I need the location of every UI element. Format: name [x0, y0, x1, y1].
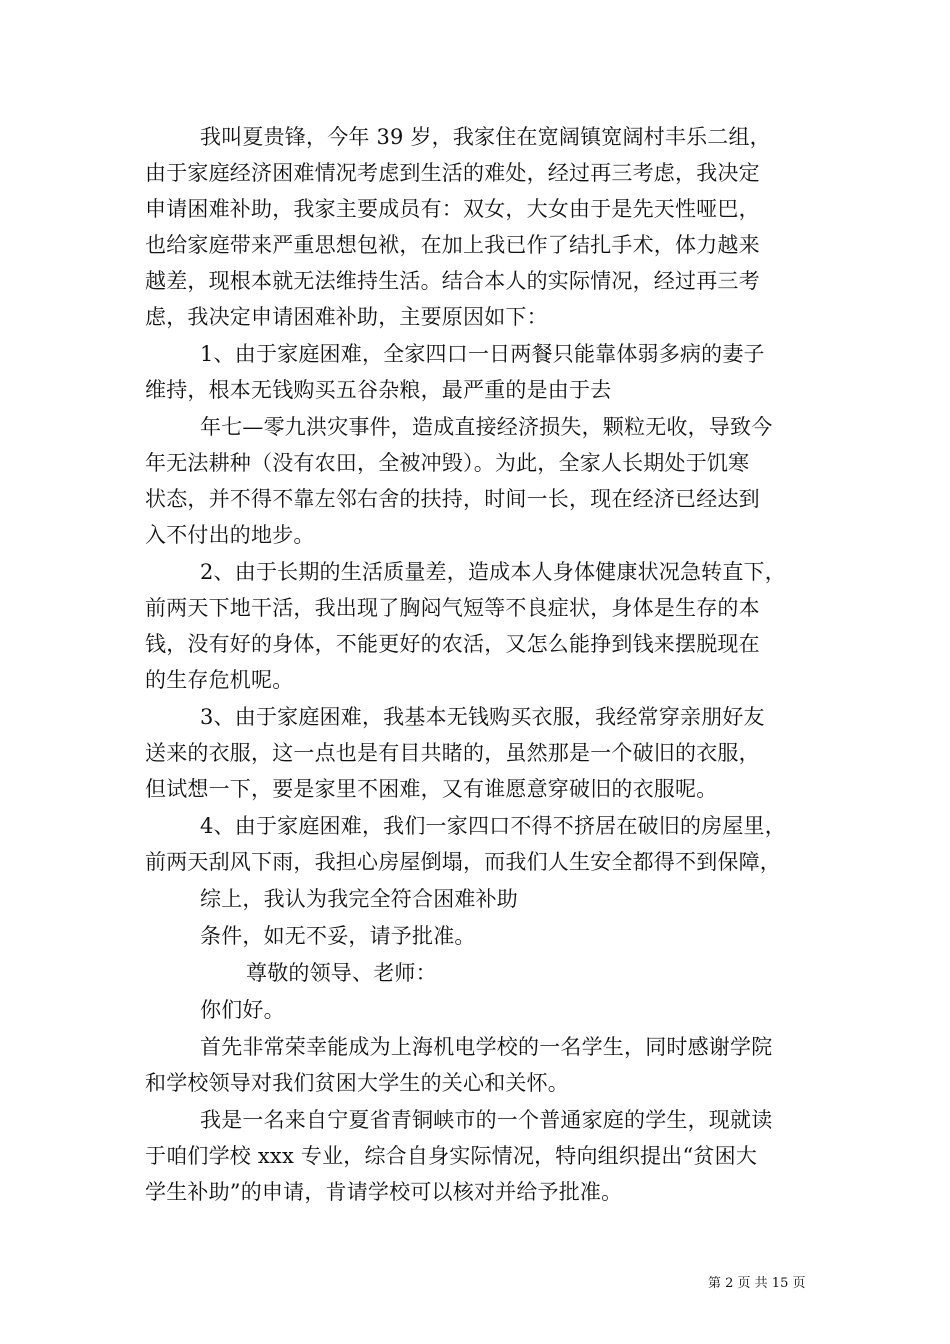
paragraph-line: 的生存危机呢。: [145, 668, 294, 692]
paragraph-line: 学生补助”的申请，肯请学校可以核对并给予批准。: [145, 1180, 623, 1204]
paragraph-line: 年无法耕种（没有农田，全被冲毁）。为此，全家人长期处于饥寒: [145, 451, 750, 475]
paragraph-line: 条件，如无不妥，请予批准。: [200, 924, 476, 948]
paragraph-line: 3、由于家庭困难，我基本无钱购买衣服，我经常穿亲朋好友: [200, 705, 765, 729]
paragraph-line: 入不付出的地步。: [145, 523, 315, 547]
paragraph-line: 年七—零九洪灾事件，造成直接经济损失，颗粒无收，导致今: [200, 415, 773, 439]
paragraph-line: 前两天刮风下雨，我担心房屋倒塌，而我们人生安全都得不到保障，: [145, 850, 781, 874]
paragraph-line: 但试想一下，要是家里不困难，又有谁愿意穿破旧的衣服呢。: [145, 777, 718, 801]
paragraph-line: 申请困难补助，我家主要成员有：双女，大女由于是先天性哑巴，: [145, 197, 760, 221]
paragraph-line: 2、由于长期的生活质量差，造成本人身体健康状况急转直下，: [200, 560, 786, 584]
paragraph-line: 由于家庭经济困难情况考虑到生活的难处，经过再三考虑，我决定: [145, 161, 760, 185]
paragraph-line: 4、由于家庭困难，我们一家四口不得不挤居在破旧的房屋里，: [200, 814, 786, 838]
paragraph-line: 和学校领导对我们贫困大学生的关心和关怀。: [145, 1071, 569, 1095]
paragraph-line: 综上，我认为我完全符合困难补助: [200, 887, 518, 911]
paragraph-line: 也给家庭带来严重思想包袱，在加上我已作了结扎手术，体力越来: [145, 233, 760, 257]
paragraph-line: 前两天下地干活，我出现了胸闷气短等不良症状，身体是生存的本: [145, 596, 760, 620]
paragraph-line: 越差，现根本就无法维持生活。结合本人的实际情况，经过再三考: [145, 269, 760, 293]
paragraph-line: 我是一名来自宁夏省青铜峡市的一个普通家庭的学生，现就读: [200, 1108, 773, 1132]
paragraph-line: 钱，没有好的身体，不能更好的农活，又怎么能挣到钱来摆脱现在: [145, 632, 760, 656]
greeting-line: 你们好。: [200, 998, 285, 1022]
paragraph-line: 送来的衣服，这一点也是有目共睹的，虽然那是一个破旧的衣服，: [145, 741, 760, 765]
page-number-footer: 第 2 页 共 15 页: [708, 1276, 806, 1291]
paragraph-line: 1、由于家庭困难，全家四口一日两餐只能靠体弱多病的妻子: [200, 342, 765, 366]
paragraph-line: 首先非常荣幸能成为上海机电学校的一名学生，同时感谢学院: [200, 1035, 773, 1059]
paragraph-line: 状态，并不得不靠左邻右舍的扶持，时间一长，现在经济已经达到: [145, 487, 760, 511]
salutation-line: 尊敬的领导、老师：: [246, 961, 437, 985]
paragraph-line: 虑，我决定申请困难补助，主要原因如下：: [145, 305, 548, 329]
paragraph-line: 于咱们学校 xxx 专业，综合自身实际情况，特向组织提出“贫困大: [145, 1144, 758, 1168]
paragraph-line: 维持，根本无钱购买五谷杂粮，最严重的是由于去: [145, 378, 612, 402]
paragraph-line: 我叫夏贵锋，今年 39 岁，我家住在宽阔镇宽阔村丰乐二组，: [200, 125, 771, 149]
